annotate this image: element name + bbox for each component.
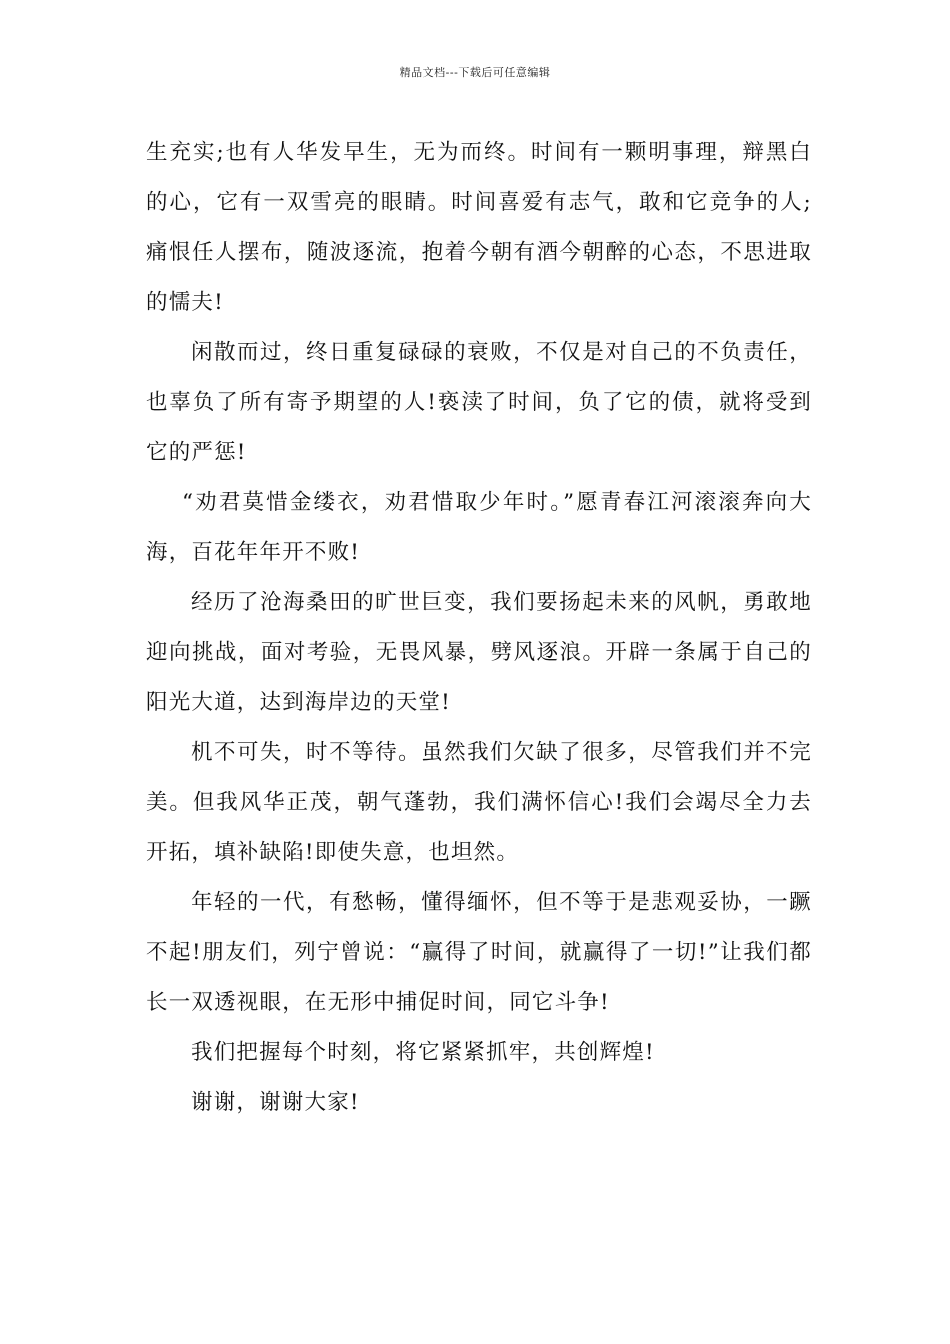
paragraph-6: 年轻的一代，有愁畅，懂得缅怀，但不等于是悲观妥协，一蹶不起!朋友们，列宁曾说：“赢得了时间，就赢得了一切!”让我们都长一双透视眼，在无形中捕促时间，同它斗争! <box>146 890 812 1015</box>
paragraph-4: 经历了沧海桑田的旷世巨变，我们要扬起未来的风帆，勇敢地迎向挑战，面对考验，无畏风暴，劈风逐浪。开辟一条属于自己的阳光大道，达到海岸边的天堂! <box>146 590 812 715</box>
paragraph-1: 生充实;也有人华发早生，无为而终。时间有一颗明事理，辩黑白的心，它有一双雪亮的眼睛。时间喜爱有志气，敢和它竞争的人;痛恨任人摆布，随波逐流，抱着今朝有酒今朝醉的心态，不思进取的懦夫! <box>146 140 812 315</box>
paragraph-8: 谢谢，谢谢大家! <box>191 1090 360 1115</box>
paragraph-3: “劝君莫惜金缕衣，劝君惜取少年时。”愿青春江河滚滚奔向大海，百花年年开不败! <box>146 490 812 565</box>
page-header: 精品文档---下载后可任意编辑 <box>399 66 551 79</box>
paragraph-5: 机不可失，时不等待。虽然我们欠缺了很多，尽管我们并不完美。但我风华正茂，朝气蓬勃，我们满怀信心!我们会竭尽全力去开拓，填补缺陷!即使失意，也坦然。 <box>146 740 812 865</box>
paragraph-7: 我们把握每个时刻，将它紧紧抓牢，共创辉煌! <box>191 1040 655 1065</box>
paragraph-2: 闲散而过，终日重复碌碌的衰败，不仅是对自己的不负责任，也辜负了所有寄予期望的人!亵渎了时间，负了它的债，就将受到它的严惩! <box>146 340 812 465</box>
document-body <box>146 128 812 1128</box>
